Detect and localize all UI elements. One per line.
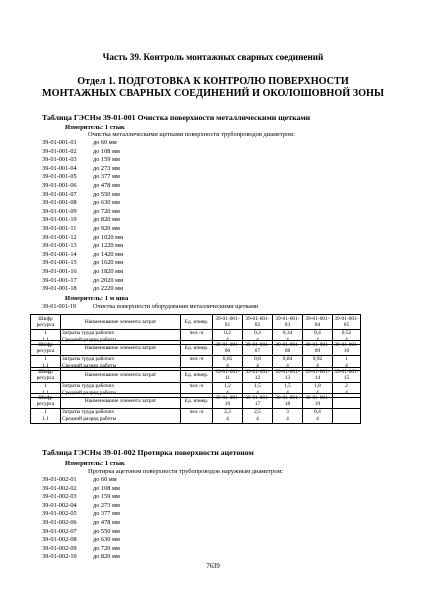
position-row — [42, 216, 123, 225]
grade-value: 4 — [213, 337, 243, 345]
row-unit: чел.-ч — [181, 409, 213, 417]
position-text: до 108 мм — [93, 484, 120, 492]
grade-value: 4 — [213, 416, 243, 424]
row-id: 1.1 — [31, 416, 61, 424]
position-code: 39-01-001-16 — [42, 267, 77, 275]
table-2-meter: Измеритель: 1 стык — [65, 460, 125, 467]
position-code: 39-01-002-01 — [42, 476, 77, 483]
row-unit: чел.-ч — [181, 383, 213, 391]
header-position-code: 39-01-001-13 — [273, 368, 303, 383]
position-text: до 550 мм — [93, 527, 120, 535]
position-row — [42, 199, 123, 208]
section-title-line-2: МОНТАЖНЫХ СВАРНЫХ СОЕДИНЕНИЙ И ОКОЛОШОВНОЙ ЗОНЫ — [42, 88, 384, 99]
grade-value: 4 — [273, 390, 303, 398]
position-row — [42, 234, 123, 243]
row-id: 1.1 — [31, 363, 61, 371]
header-unit: Ед. измер. — [181, 315, 213, 330]
row-id: 1 — [31, 409, 61, 417]
position-row — [42, 148, 123, 157]
position-code: 39-01-001-18 — [42, 285, 77, 293]
position-row-19 — [42, 303, 258, 310]
header-position-code: 39-01-001-18 — [273, 394, 303, 409]
position-code: 39-01-002-10 — [42, 553, 77, 561]
row-id: 1.1 — [31, 337, 61, 345]
position-text: до 478 мм — [93, 518, 120, 526]
header-position-code: 39-01-001-15 — [334, 368, 359, 381]
position-text: до 1420 мм — [93, 250, 124, 258]
position-text: до 273 мм — [93, 501, 120, 509]
row-id: 1 — [31, 383, 61, 391]
position-code: 39-01-001-14 — [42, 250, 77, 258]
header-name: Наименование элемента затрат — [61, 315, 181, 330]
position-text: до 820 мм — [93, 216, 120, 224]
position-code: 39-01-002-05 — [42, 510, 77, 518]
grade-value: 4 — [243, 363, 273, 371]
header-position-code: 39-01-001-05 — [334, 315, 359, 328]
table-1-title: Таблица ГЭСНм 39-01-001 Очистка поверхности металлическими щетками — [42, 113, 311, 122]
position-code: 39-01-001-19 — [42, 303, 77, 310]
header-position-code: 39-01-001-19 — [303, 394, 333, 409]
labor-value: 1,5 — [273, 383, 303, 391]
grade-value: 4 — [303, 390, 333, 398]
position-row — [42, 268, 123, 277]
labor-value: 3 — [273, 409, 303, 417]
labor-value: 0,8 — [243, 356, 273, 364]
position-row — [42, 277, 123, 286]
grade-value: 4 — [333, 337, 361, 345]
position-text: до 377 мм — [93, 173, 120, 181]
row-name: Затраты труда рабочих — [61, 383, 181, 391]
table-1-description: Очистка металлическими щетками поверхности трубопроводов диаметром: — [88, 131, 295, 138]
header-position-code: 39-01-001-01 — [213, 315, 243, 330]
grade-value: 4 — [273, 416, 303, 424]
header-position-code: 39-01-001-03 — [273, 315, 303, 330]
page-number: 7639 — [206, 563, 220, 570]
position-text: до 720 мм — [93, 207, 120, 215]
labor-value: 2,3 — [213, 409, 243, 417]
labor-value: 0,2 — [213, 330, 243, 338]
header-cipher: Шифр ресурса — [31, 394, 61, 409]
table-1-meter-seam: Измеритель: 1 м шва — [65, 295, 129, 302]
row-name: Затраты труда рабочих — [61, 356, 181, 364]
row-name: Средний разряд работы — [61, 337, 181, 345]
header-cipher: Шифр ресурса — [31, 341, 61, 356]
labor-value: 0,4 — [303, 409, 333, 417]
header-position-code: 39-01-001-04 — [303, 315, 333, 330]
position-row — [42, 139, 123, 148]
table-1-meter-stik: Измеритель: 1 стык — [65, 124, 125, 131]
table-2-position-list — [42, 476, 120, 562]
header-position-code: 39-01-001-06 — [213, 341, 243, 356]
position-code: 39-01-002-09 — [42, 544, 77, 552]
labor-value: 0,92 — [303, 356, 333, 364]
header-name: Наименование элемента затрат — [61, 368, 181, 383]
position-row — [42, 519, 120, 528]
position-code: 39-01-002-02 — [42, 484, 77, 492]
grade-value — [333, 416, 361, 424]
grade-value: 4 — [303, 363, 333, 371]
header-cipher: Шифр ресурса — [31, 368, 61, 383]
labor-value: 0,4 — [303, 330, 333, 338]
position-code: 39-01-001-04 — [42, 164, 77, 172]
position-text: до 550 мм — [93, 190, 120, 198]
position-text: до 159 мм — [93, 156, 120, 164]
position-code: 39-01-001-01 — [42, 139, 77, 146]
labor-value: 2,5 — [243, 409, 273, 417]
header-position-code: 39-01-001-11 — [213, 368, 243, 383]
row-id: 1 — [31, 356, 61, 364]
position-row — [42, 208, 123, 217]
labor-value: 0,84 — [273, 356, 303, 364]
position-code: 39-01-002-04 — [42, 501, 77, 509]
position-text: до 1620 мм — [93, 259, 124, 267]
position-text: до 1020 мм — [93, 233, 124, 241]
position-row — [42, 528, 120, 537]
header-unit: Ед. измер. — [181, 341, 213, 356]
position-row — [42, 173, 123, 182]
position-text: до 1220 мм — [93, 242, 124, 250]
position-code: 39-01-001-15 — [42, 259, 77, 267]
position-code: 39-01-002-03 — [42, 493, 77, 501]
row-id: 1.1 — [31, 390, 61, 398]
grade-value: 4 — [243, 337, 273, 345]
position-code: 39-01-002-06 — [42, 518, 77, 526]
position-row — [42, 553, 120, 562]
position-code: 39-01-001-12 — [42, 233, 77, 241]
labor-value: 2 — [333, 383, 361, 391]
position-code: 39-01-001-08 — [42, 199, 77, 207]
position-text: до 820 мм — [93, 553, 120, 561]
header-position-code — [333, 394, 361, 409]
labor-value: 1,2 — [213, 383, 243, 391]
position-row — [42, 251, 123, 260]
position-text: до 920 мм — [93, 224, 120, 232]
position-row — [42, 242, 123, 251]
position-text: до 60 мм — [93, 139, 117, 146]
resource-table — [30, 393, 361, 424]
grade-value: 4 — [333, 390, 361, 398]
grade-value: 4 — [213, 363, 243, 371]
position-code: 39-01-001-06 — [42, 181, 77, 189]
grade-value: 4 — [273, 337, 303, 345]
grade-value: 4 — [243, 416, 273, 424]
position-row — [42, 536, 120, 545]
section-title — [0, 76, 426, 100]
labor-value: 0,3 — [243, 330, 273, 338]
position-code: 39-01-002-07 — [42, 527, 77, 535]
position-row — [42, 285, 123, 294]
labor-value: 0,65 — [213, 356, 243, 364]
table-2-title: Таблица ГЭСНм 39-01-002 Протирка поверхности ацетоном — [42, 448, 254, 457]
position-row — [42, 165, 123, 174]
position-row — [42, 191, 123, 200]
grade-value: 4 — [273, 363, 303, 371]
grade-value: 4 — [303, 416, 333, 424]
table-2-description: Протирка ацетоном поверхности трубопроводов наружным диаметром: — [88, 468, 284, 475]
position-text: до 478 мм — [93, 181, 120, 189]
labor-value: 1 — [333, 356, 361, 364]
row-unit: чел.-ч — [181, 330, 213, 338]
header-position-code: 39-01-001-17 — [243, 394, 273, 409]
position-text: до 273 мм — [93, 164, 120, 172]
position-text: до 630 мм — [93, 199, 120, 207]
row-name: Средний разряд работы — [61, 416, 181, 424]
position-text: до 159 мм — [93, 493, 120, 501]
position-text: до 108 мм — [93, 147, 120, 155]
position-row — [42, 182, 123, 191]
position-text: до 60 мм — [93, 476, 117, 483]
position-code: 39-01-001-05 — [42, 173, 77, 181]
header-position-code: 39-01-001-16 — [213, 394, 243, 409]
labor-value: 0,52 — [333, 330, 361, 338]
header-position-code: 39-01-001-09 — [303, 341, 333, 356]
position-text: до 377 мм — [93, 510, 120, 518]
position-row — [42, 156, 123, 165]
row-unit: чел.-ч — [181, 356, 213, 364]
row-id: 1 — [31, 330, 61, 338]
position-text: до 2220 мм — [93, 285, 124, 293]
header-name: Наименование элемента затрат — [61, 341, 181, 356]
header-name: Наименование элемента затрат — [61, 394, 181, 409]
header-position-code: 39-01-001-07 — [243, 341, 273, 356]
header-unit: Ед. измер. — [181, 394, 213, 409]
position-code: 39-01-001-13 — [42, 242, 77, 250]
grade-value: 4 — [333, 363, 361, 371]
position-row — [42, 225, 123, 234]
header-position-code: 39-01-001-02 — [243, 315, 273, 330]
position-code: 39-01-001-09 — [42, 207, 77, 215]
position-text: до 1820 мм — [93, 267, 124, 275]
grade-value: 4 — [213, 390, 243, 398]
position-row — [42, 502, 120, 511]
position-text: до 630 мм — [93, 536, 120, 544]
labor-value: 0,34 — [273, 330, 303, 338]
position-code: 39-01-001-17 — [42, 276, 77, 284]
position-text: до 720 мм — [93, 544, 120, 552]
labor-value — [333, 409, 361, 417]
header-unit: Ед. измер. — [181, 368, 213, 383]
position-code: 39-01-001-07 — [42, 190, 77, 198]
section-title-line-1: Отдел 1. ПОДГОТОВКА К КОНТРОЛЮ ПОВЕРХНОСТИ — [77, 76, 349, 87]
row-unit — [181, 416, 213, 424]
part-title: Часть 39. Контроль монтажных сварных соединений — [102, 52, 324, 62]
header-position-code: 39-01-001-12 — [243, 368, 273, 383]
position-code: 39-01-001-03 — [42, 156, 77, 164]
header-position-code: 39-01-001-10 — [334, 341, 359, 354]
position-text: Очистка поверхности оборудования металлическими щетками — [93, 303, 259, 310]
grade-value: 4 — [303, 337, 333, 345]
position-code: 39-01-001-11 — [42, 224, 77, 232]
position-row — [42, 510, 120, 519]
table-1-position-list — [42, 139, 123, 294]
header-position-code: 39-01-001-14 — [303, 368, 333, 383]
position-code: 39-01-001-02 — [42, 147, 77, 155]
row-name: Средний разряд работы — [61, 390, 181, 398]
position-row — [42, 485, 120, 494]
position-row — [42, 476, 120, 485]
header-cipher: Шифр ресурса — [31, 315, 61, 330]
row-name: Средний разряд работы — [61, 363, 181, 371]
labor-value: 1,8 — [303, 383, 333, 391]
row-name: Затраты труда рабочих — [61, 330, 181, 338]
labor-value: 1,5 — [243, 383, 273, 391]
position-row — [42, 545, 120, 554]
header-position-code: 39-01-001-08 — [273, 341, 303, 356]
row-name: Затраты труда рабочих — [61, 409, 181, 417]
position-code: 39-01-002-08 — [42, 536, 77, 544]
grade-value: 4 — [243, 390, 273, 398]
position-row — [42, 259, 123, 268]
position-code: 39-01-001-10 — [42, 216, 77, 224]
position-text: до 2020 мм — [93, 276, 124, 284]
position-row — [42, 493, 120, 502]
